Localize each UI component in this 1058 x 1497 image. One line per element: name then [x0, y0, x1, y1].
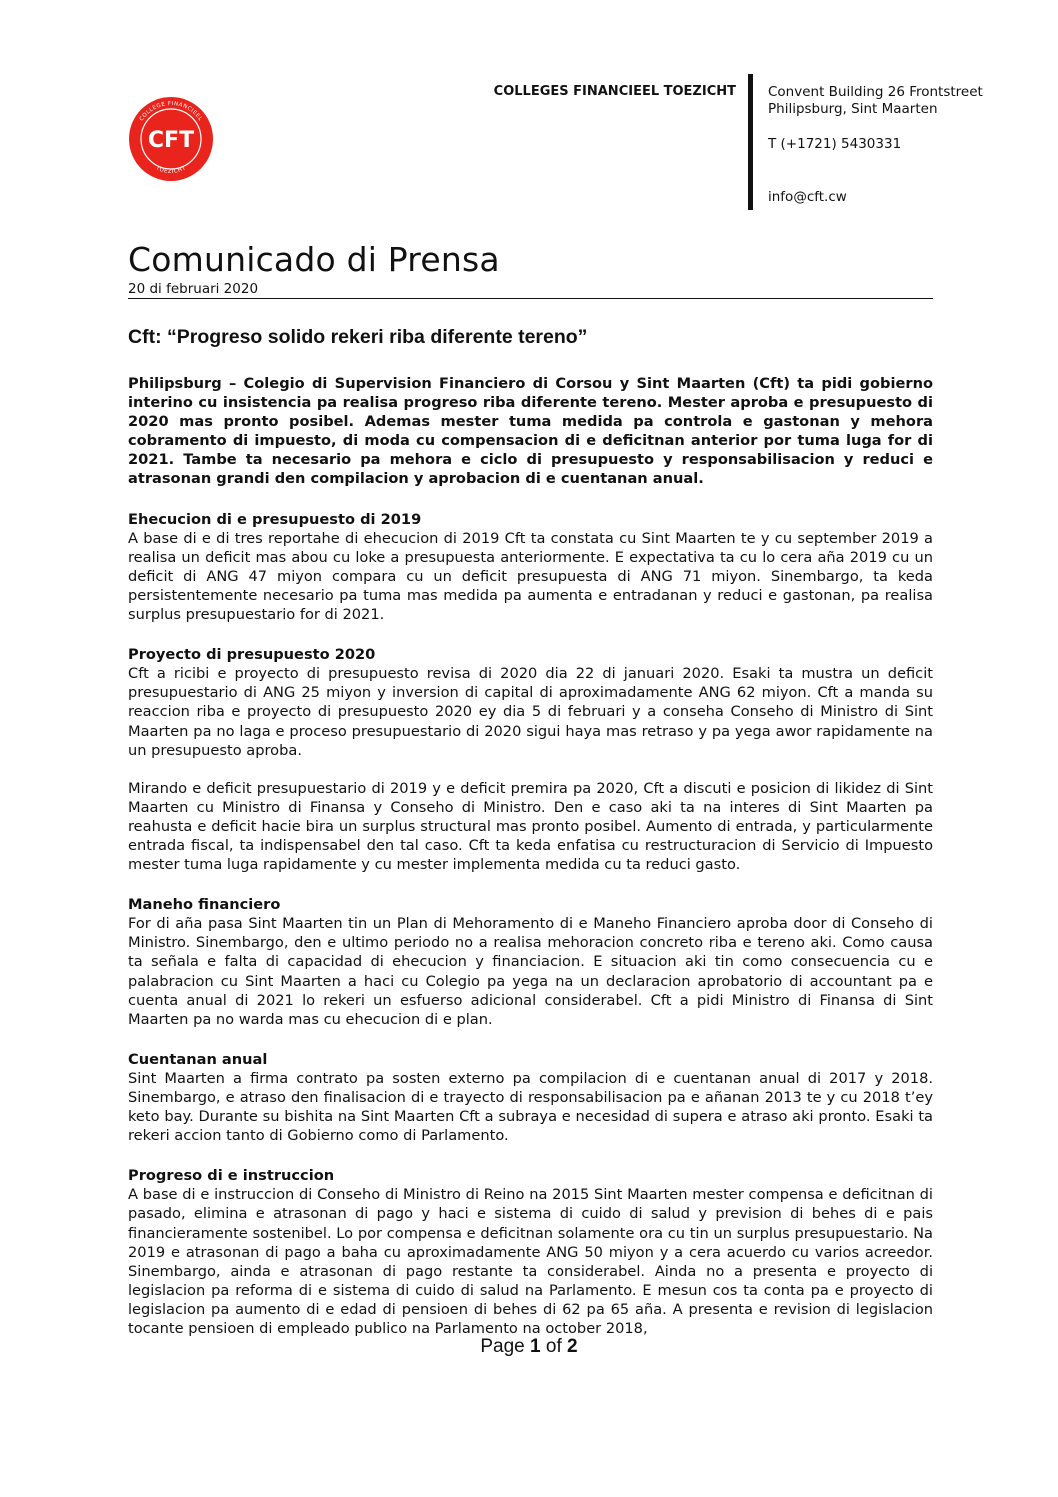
- section-heading: Progreso di e instruccion: [128, 1167, 335, 1185]
- address-line-2: Philipsburg, Sint Maarten: [768, 101, 938, 117]
- section-paragraph: A base di e di tres reportahe di ehecucion di 2019 Cft ta constata cu Sint Maarten te y cu september 2019 a realisa un deficit mas abou cu loke a presupuesta anteriormente. E expectativa ta cu lo cera aña 2019 cu un deficit di ANG 47 miyon compara cu un deficit presupuesta di ANG 71 miyon. Sinembargo, ta keda persistentemente necesario pa tuma mas medida pa aumenta e entradanan y reduci e gastonan, pa realisa surplus presupuestario for di 2021.: [128, 529, 933, 624]
- section-heading: Proyecto di presupuesto 2020: [128, 646, 376, 664]
- section-progreso: [128, 1166, 933, 1338]
- page-word: Page: [480, 1336, 525, 1357]
- section-maneho: [128, 895, 933, 1029]
- logo-ring-bottom: TOEZICHT: [154, 165, 188, 176]
- header-divider: [748, 74, 753, 210]
- of-word: of: [545, 1336, 562, 1357]
- organization-name: COLLEGES FINANCIEEL TOEZICHT: [493, 84, 736, 99]
- section-paragraph: For di aña pasa Sint Maarten tin un Plan di Mehoramento di e Maneho Financiero aproba door di Conseho di Ministro. Sinembargo, den e ultimo periodo no a realisa mehoracion concreto riba e tereno aki. Como causa ta señala e falta di capacidad di ehecucion y financiacion. E situacion aki tin como consecuencia cu e palabracion cu Sint Maarten a haci cu Colegio pa yega na un declaracion aprobatorio di accountant pa e cuenta anual di 2021 lo rekeri un esfuerso adicional considerabel. Cft a pidi Ministro di Finansa di Sint Maarten pa no warda mas cu ehecucion di e plan.: [128, 915, 933, 1028]
- section-cuentanan: [128, 1050, 933, 1145]
- page-footer: [0, 1336, 1058, 1358]
- section-heading: Ehecucion di e presupuesto di 2019: [128, 510, 422, 528]
- page-title: Comunicado di Prensa: [128, 240, 500, 279]
- section-heading: Cuentanan anual: [128, 1050, 268, 1068]
- document-date: 20 di februari 2020: [128, 281, 259, 297]
- address-line-1: Convent Building 26 Frontstreet: [768, 84, 983, 100]
- title-rule: [128, 298, 933, 299]
- section-paragraph: A base di e instruccion di Conseho di Ministro di Reino na 2015 Sint Maarten mester compensa e deficitnan di pasado, elimina e atrasonan di pago y haci e sistema di cuido di salud y prevision di behes di e pais financieramente sostenibel. Lo por compensa e deficitnan solamente ora cu tin un surplus presupuestario. Na 2019 e atrasonan di pago a baha cu aproximadamente ANG 50 miyon y a cera acuerdo cu varios acreedor. Sinembargo, ainda e atrasonan di pago restante ta considerabel. Ainda no a presenta e proyecto di legislacion pa reforma di e sistema di cuido di salud na Parlamento. E mesun cos ta conta pa e proyecto di legislacion pa aumento di e edad di pensioen di behes di 62 pa 65 aña. A presenta e revision di legislacion tocante pensioen di empleado publico na Parlamento na october 2018,: [128, 1186, 933, 1338]
- contact-block: [768, 84, 983, 206]
- headline: Cft: “Progreso solido rekeri riba diferente tereno”: [128, 326, 588, 348]
- email[interactable]: info@cft.cw: [768, 189, 847, 205]
- section-ehecucion: [128, 510, 933, 625]
- lead-paragraph: Philipsburg – Colegio di Supervision Financiero di Corsou y Sint Maarten (Cft) ta pidi gobierno interino cu insistencia pa realisa progreso riba diferente tereno. Mester aproba e presupuesto di 2020 mas pronto posibel. Ademas mester tuma medida pa controla e gastonan y mehora cobramento di impuesto, di moda cu compensacion di e deficitnan anterior por tuma luga for di 2021. Tambe ta necesario pa mehora e ciclo di presupuesto y responsabilisacion y reduci e atrasonan grandi den compilacion y aprobacion di e cuentanan anual.: [128, 375, 933, 488]
- logo-text: CFT: [147, 128, 195, 153]
- section-paragraph: Cft a ricibi e proyecto di presupuesto revisa di 2020 dia 22 di januari 2020. Esaki ta mustra un deficit presupuestario di ANG 25 miyon y inversion di capital di aproximadamente ANG 62 miyon. Cft a manda su reaccion riba e proyecto di presupuesto 2020 ey dia 5 di februari y a conseha Conseho di Ministro di Sint Maarten pa no laga e proceso presupuestario di 2020 sigui haya mas retraso y pa yega awor rapidamente na un presupuesto aproba.: [128, 665, 933, 759]
- cft-logo: [128, 96, 214, 182]
- section-proyecto: [128, 645, 933, 874]
- logo-ring-top: COLLEGE FINANCIEEL: [138, 100, 204, 123]
- current-page: 1: [530, 1336, 541, 1357]
- phone: T (+1721) 5430331: [768, 136, 902, 152]
- section-paragraph: Mirando e deficit presupuestario di 2019 y e deficit premira pa 2020, Cft a discuti e posicion di likidez di Sint Maarten cu Ministro di Finansa y Conseho di Ministro. Den e caso aki ta na interes di Sint Maarten pa reahusta e deficit hacie bira un surplus structural mas pronto posibel. Aumento di entrada, y particularmente entrada fiscal, ta indispensabel den tal caso. Cft ta keda enfatisa cu restructuracion di Servicio di Impuesto mester tuma luga rapidamente y cu mester implementa medida cu ta reduci gasto.: [128, 779, 933, 874]
- total-pages: 2: [567, 1336, 578, 1357]
- article-body: [128, 374, 933, 1338]
- section-heading: Maneho financiero: [128, 896, 281, 914]
- section-paragraph: Sint Maarten a firma contrato pa sosten externo pa compilacion di e cuentanan anual di 2017 y 2018. Sinembargo, e atraso den finalisacion di e trayecto di responsabilisacion pa e añanan 2013 te y cu 2018 t’ey keto bay. Durante su bishita na Sint Maarten Cft a subraya e necesidad di supera e atraso aki pronto. Esaki ta rekeri accion tanto di Gobierno como di Parlamento.: [128, 1069, 933, 1145]
